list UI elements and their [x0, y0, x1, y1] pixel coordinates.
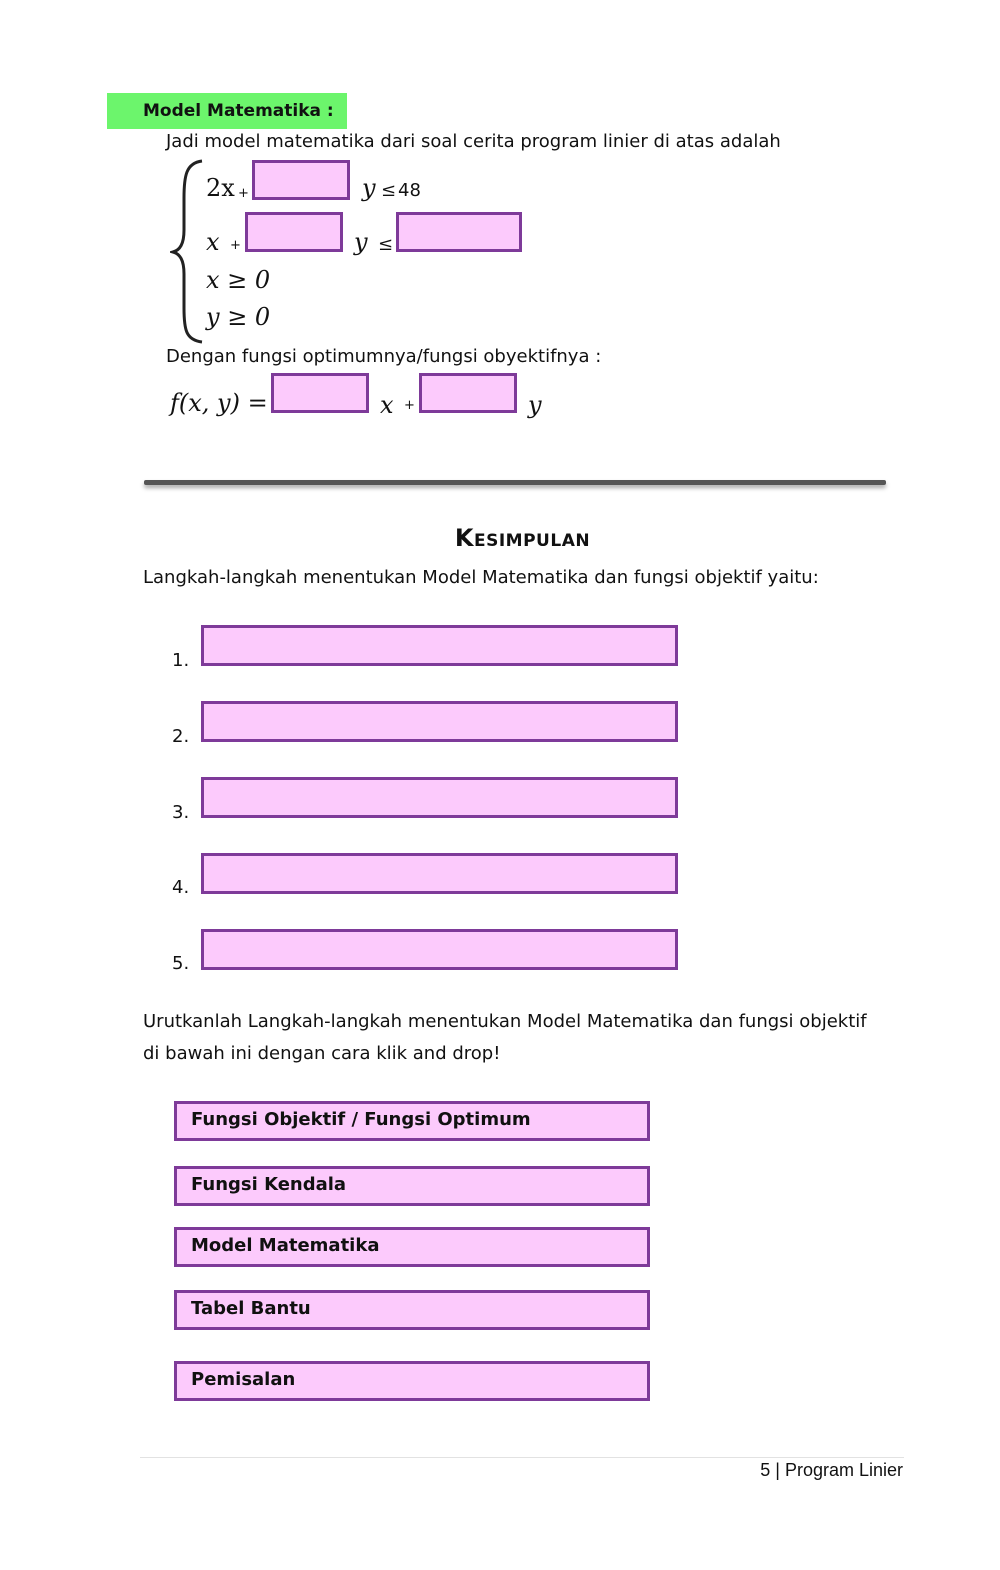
page-footer: 5 | Program Linier [760, 1460, 903, 1480]
objective-y: y [528, 391, 542, 419]
row2-rel: ≤ [378, 234, 394, 255]
step-drop-zone-4[interactable] [201, 853, 678, 894]
step-number-4: 4. [172, 877, 190, 898]
step-number-2: 2. [172, 726, 190, 747]
intro-text: Jadi model matematika dari soal cerita program linier di atas adalah [166, 131, 781, 152]
step-drop-zone-2[interactable] [201, 701, 678, 742]
step-number-1: 1. [172, 650, 190, 671]
objective-label: Dengan fungsi optimumnya/fungsi obyektifnya : [166, 346, 602, 367]
row1-rel: ≤ [381, 180, 397, 201]
instruction-line-2: di bawah ini dengan cara klik and drop! [143, 1043, 501, 1064]
section-header: Model Matematika : [107, 93, 347, 129]
conclusion-title: Kesimpulan [454, 524, 591, 552]
step-number-5: 5. [172, 953, 190, 974]
instruction-line-1: Urutkanlah Langkah-langkah menentukan Model Matematika dan fungsi objektif [143, 1011, 867, 1032]
option-model-matematika[interactable]: Model Matematika [174, 1227, 650, 1267]
option-fungsi-objektif[interactable]: Fungsi Objektif / Fungsi Optimum [174, 1101, 650, 1141]
footer-divider [140, 1457, 904, 1458]
step-number-3: 3. [172, 802, 190, 823]
row2-var-x: x [206, 228, 220, 256]
objective-x: x [380, 391, 394, 419]
row2-rhs-input[interactable] [396, 212, 522, 252]
step-drop-zone-5[interactable] [201, 929, 678, 970]
row1-coefficient-input[interactable] [252, 160, 350, 200]
step-drop-zone-3[interactable] [201, 777, 678, 818]
objective-x-coefficient-input[interactable] [271, 373, 369, 413]
objective-lhs: f(x, y) = [170, 389, 268, 417]
objective-plus: + [404, 398, 415, 413]
row2-plus: + [230, 238, 241, 253]
system-brace [170, 158, 206, 344]
option-fungsi-kendala[interactable]: Fungsi Kendala [174, 1166, 650, 1206]
row1-var: y [362, 174, 376, 202]
step-drop-zone-1[interactable] [201, 625, 678, 666]
row1-plus: + [238, 186, 249, 201]
option-pemisalan[interactable]: Pemisalan [174, 1361, 650, 1401]
row1-coef: 2x [206, 174, 235, 202]
row4-constraint: y ≥ 0 [206, 303, 271, 331]
row3-constraint: x ≥ 0 [206, 266, 271, 294]
row2-var-y: y [354, 228, 368, 256]
row1-rhs: 48 [398, 180, 421, 201]
objective-y-coefficient-input[interactable] [419, 373, 517, 413]
row2-coefficient-input[interactable] [245, 212, 343, 252]
section-divider [144, 480, 886, 485]
conclusion-intro: Langkah-langkah menentukan Model Matematika dan fungsi objektif yaitu: [143, 567, 819, 588]
option-tabel-bantu[interactable]: Tabel Bantu [174, 1290, 650, 1330]
